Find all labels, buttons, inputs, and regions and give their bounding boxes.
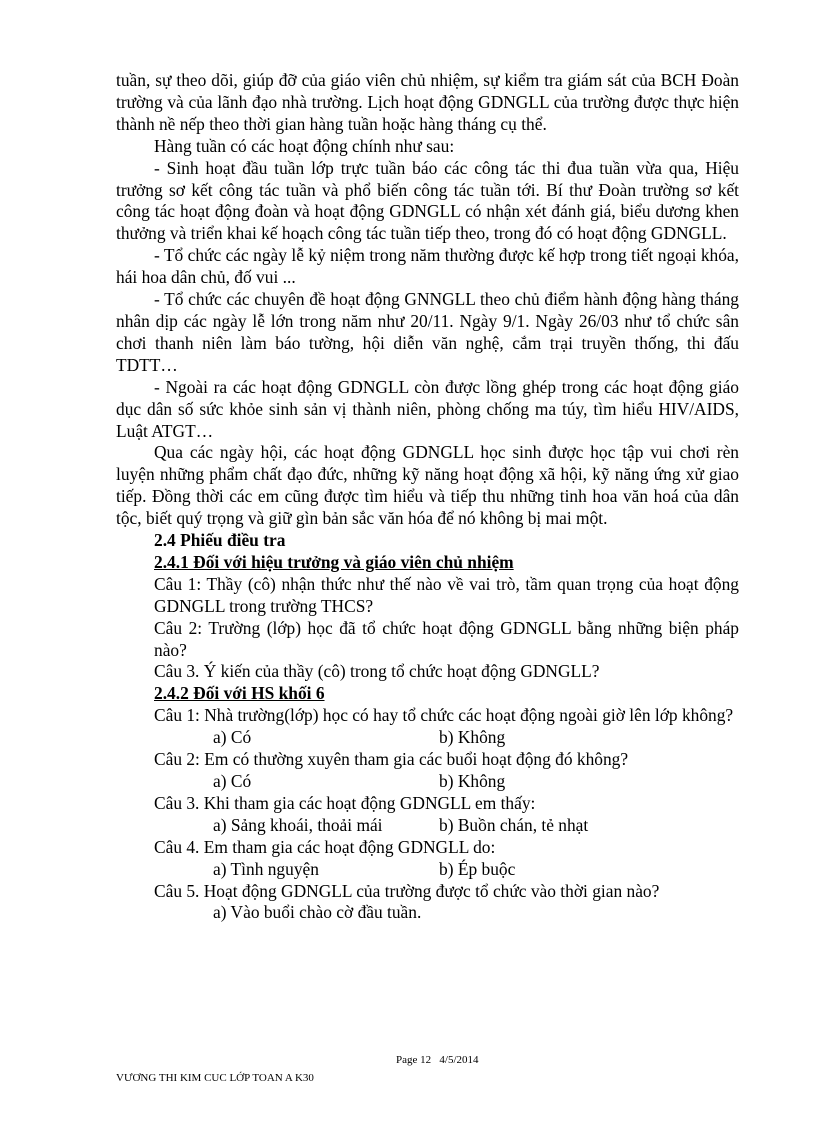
paragraph: - Tổ chức các ngày lễ kỷ niệm trong năm thường được kế hợp trong tiết ngoại khóa, hái hoa dân chủ, đố vui ... — [116, 245, 739, 288]
paragraph: - Ngoài ra các hoạt động GDNGLL còn được lồng ghép trong các hoạt động giáo dục dân số sức khỏe sinh sản vị thành niên, phòng chống ma túy, tìm hiểu HIV/AIDS, Luật ATGT… — [116, 376, 739, 441]
question: Câu 3. Ý kiến của thầy (cô) trong tổ chức hoạt động GDNGLL? — [154, 661, 600, 682]
page-footer — [116, 1053, 739, 1085]
question: Câu 1: Nhà trường(lớp) học có hay tổ chức các hoạt động ngoài giờ lên lớp không? — [154, 705, 734, 726]
subsection-heading — [116, 552, 739, 574]
question: Câu 1: Thầy (cô) nhận thức như thế nào về vai trò, tầm quan trọng của hoạt động GDNGLL trong trường THCS? — [154, 573, 739, 616]
page-number-line — [116, 1053, 739, 1067]
answer-option: a) Có — [213, 727, 252, 748]
answer-option: a) Tình nguyện — [213, 858, 319, 879]
answer-option: a) Sảng khoái, thoải mái — [213, 814, 383, 835]
question: Câu 2: Trường (lớp) học đã tổ chức hoạt động GDNGLL bằng những biện pháp nào? — [154, 617, 739, 660]
page-number: Page 12 — [396, 1054, 432, 1066]
section-heading: 2.4 Phiếu điều tra — [154, 530, 286, 551]
question: Câu 4. Em tham gia các hoạt động GDNGLL do: — [154, 836, 496, 857]
subsection-heading — [116, 683, 739, 705]
paragraph: - Tổ chức các chuyên đề hoạt động GNNGLL theo chủ điểm hành động hàng tháng nhân dịp các ngày lễ lớn trong năm như 20/11. Ngày 9/1. Ngày 26/03 như tổ chức sân chơi thanh niên làm báo tường, hội diễn văn nghệ, cắm trại truyền thống, thi đấu TDTT… — [116, 289, 739, 375]
paragraph: Qua các ngày hội, các hoạt động GDNGLL học sinh được học tập vui chơi rèn luyện những phẩm chất đạo đức, những kỹ năng hoạt động xã hội, kỹ năng ứng xử giao tiếp. Đồng thời các em cũng được tìm hiểu và tiếp thu những tinh hoa văn hoá của dân tộc, biết quý trọng và giữ gìn bản sắc văn hóa để nó không bị mai một. — [116, 442, 739, 529]
footer-author: VƯƠNG THI KIM CUC LỚP TOAN A K30 — [116, 1072, 314, 1084]
answer-options — [116, 859, 739, 881]
paragraph: tuần, sự theo dõi, giúp đỡ của giáo viên chủ nhiệm, sự kiểm tra giám sát của BCH Đoàn trường và của lãnh đạo nhà trường. Lịch hoạt động GDNGLL của trường được thực hiện thành nề nếp theo thời gian hàng tuần hoặc hàng tháng cụ thể. — [116, 70, 739, 134]
answer-option: b) Không — [439, 727, 506, 748]
answer-options — [116, 815, 739, 837]
answer-option: b) Buồn chán, tẻ nhạt — [439, 814, 589, 835]
footer-date: 4/5/2014 — [439, 1054, 479, 1066]
subsection-heading-text: 2.4.2 Đối với HS khối 6 — [154, 683, 325, 704]
document-page — [116, 70, 739, 924]
answer-option: a) Vào buổi chào cờ đầu tuần. — [213, 902, 422, 923]
question: Câu 3. Khi tham gia các hoạt động GDNGLL em thấy: — [154, 792, 536, 813]
answer-option: b) Không — [439, 771, 506, 791]
answer-option: b) Ép buộc — [439, 858, 516, 879]
answer-option: a) Có — [213, 771, 252, 791]
question: Câu 2: Em có thường xuyên tham gia các buổi hoạt động đó không? — [154, 749, 629, 770]
paragraph: Hàng tuần có các hoạt động chính như sau: — [154, 135, 455, 156]
answer-options — [116, 727, 739, 749]
question: Câu 5. Hoạt động GDNGLL của trường được tổ chức vào thời gian nào? — [154, 880, 660, 901]
answer-options — [116, 771, 739, 793]
subsection-heading-text: 2.4.1 Đối với hiệu trưởng và giáo viên chủ nhiệm — [154, 551, 514, 572]
paragraph: - Sinh hoạt đầu tuần lớp trực tuần báo các công tác thi đua tuần vừa qua, Hiệu trưởng sơ kết công tác tuần và phổ biến công tác tuần tới. Bí thư Đoàn trường sơ kết công tác hoạt động đoàn và hoạt động GDNGLL có nhận xét đánh giá, biểu dương khen thưởng và triển khai kế hoạch công tác tuần tiếp theo, trong đó có hoạt động GDNGLL. — [116, 157, 739, 244]
